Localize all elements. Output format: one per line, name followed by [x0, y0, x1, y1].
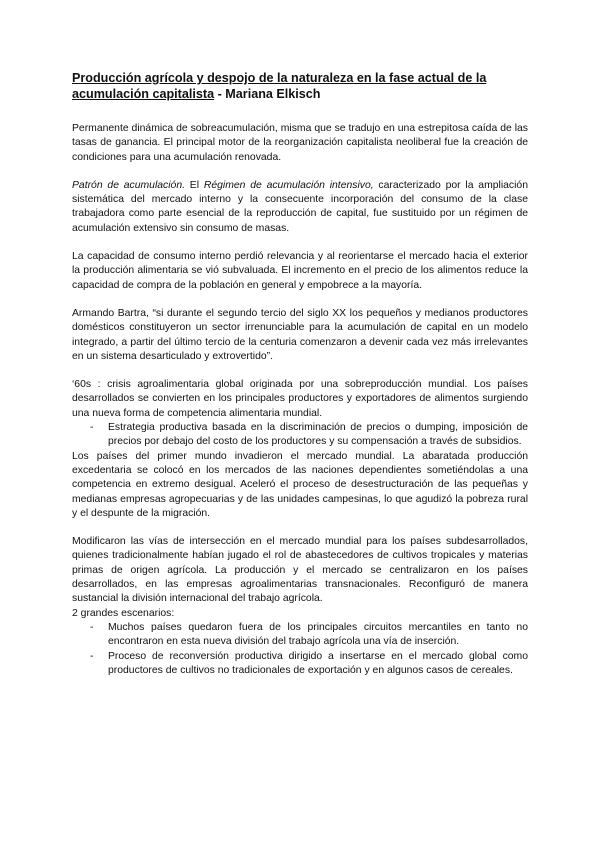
paragraph-crisis-60s: ‘60s : crisis agroalimentaria global originada por una sobreproducción mundial. Los países desarrollados se convierten en los principales productores y exportadores de alimentos surgiendo una nueva forma de competencia alimentaria mundial.: [72, 379, 528, 419]
list-item-text: Estrategia productiva basada en la discriminación de precios o dumping, imposición de precios por debajo del costo de los productores y su compensación a través de subsidios.: [108, 422, 528, 448]
list-item: [72, 650, 528, 679]
title-main: Producción agrícola y despojo de la naturaleza en la fase actual de la acumulación capitalista: [72, 71, 487, 101]
paragraph-patron-acumulacion: [72, 179, 528, 236]
term-patron: Patrón de acumulación.: [72, 179, 185, 191]
paragraph-text: El: [185, 179, 204, 191]
list-item-text: Proceso de reconversión productiva dirigido a insertarse en el mercado global como productores de cultivos no tradicionales de exportación y en algunos casos de cereales.: [108, 650, 528, 676]
paragraph-text: caracterizado por la ampliación sistemática del mercado interno y la consecuente incorporación del consumo de la clase trabajadora como parte esencial de la reproducción de capital, fue sustituido por un régimen de acumulación extensivo sin consumo de masas.: [72, 179, 528, 234]
title-author: Mariana Elkisch: [225, 87, 321, 101]
paragraph-primer-mundo: Los países del primer mundo invadieron el mercado mundial. La abaratada producción excedentaria se colocó en los mercados de las naciones dependientes sometiéndolas a una competencia en extremo desigual. Aceleró el proceso de desestructuración de las pequeñas y medianas empresas agropecuarias y de las unidades campesinas, lo que agudizó la pobreza rural y el despunte de la migración.: [72, 450, 528, 519]
paragraph-consumo-interno: La capacidad de consumo interno perdió relevancia y al reorientarse el mercado hacia el exterior la producción alimentaria se vió subvaluada. El incremento en el precio de los alimentos reduce la capacidad de compra de la población en general y empobrece a la mayoría.: [72, 251, 528, 291]
paragraph-escenarios: 2 grandes escenarios:: [72, 607, 175, 619]
term-regimen: Régimen de acumulación intensivo,: [203, 179, 374, 191]
bullet-list-estrategia: [72, 421, 528, 450]
paragraph-bartra-quote: Armando Bartra, “si durante el segundo tercio del siglo XX los pequeños y medianos productores domésticos constituyeron un sector irrenunciable para la acumulación de capital en un modelo integrado, a partir del último tercio de la centuria comenzaron a devenir cada vez más irrelevantes en un sistema desarticulado y extrovertido”.: [72, 307, 528, 362]
bullet-dash: -: [90, 621, 94, 633]
bullet-list-escenarios: [72, 621, 528, 678]
document-title: [72, 70, 528, 102]
list-item-text: Muchos países quedaron fuera de los principales circuitos mercantiles en tanto no encontraron en esta nueva división del trabajo agrícola una vía de inserción.: [108, 621, 528, 648]
title-separator: -: [214, 87, 226, 101]
list-item: [72, 421, 528, 450]
bullet-dash: -: [90, 650, 94, 662]
paragraph-sobreacumulacion: Permanente dinámica de sobreacumulación, misma que se tradujo en una estrepitosa caída de las tasas de ganancia. El principal motor de la reorganización capitalista neoliberal fue la creación de condiciones para una acumulación renovada.: [72, 123, 528, 163]
list-item: [72, 621, 528, 650]
paragraph-vias-interseccion: Modificaron las vías de intersección en el mercado mundial para los países subdesarrollados, quienes tradicionalmente habían jugado el rol de abastecedores de cultivos tropicales y materias primas de origen agrícola. La producción y el mercado se centralizaron en los países desarrollados, en las empresas agroalimentarias transnacionales. Reconfiguró de manera sustancial la división internacional del trabajo agrícola.: [72, 536, 528, 605]
bullet-dash: -: [90, 422, 94, 434]
